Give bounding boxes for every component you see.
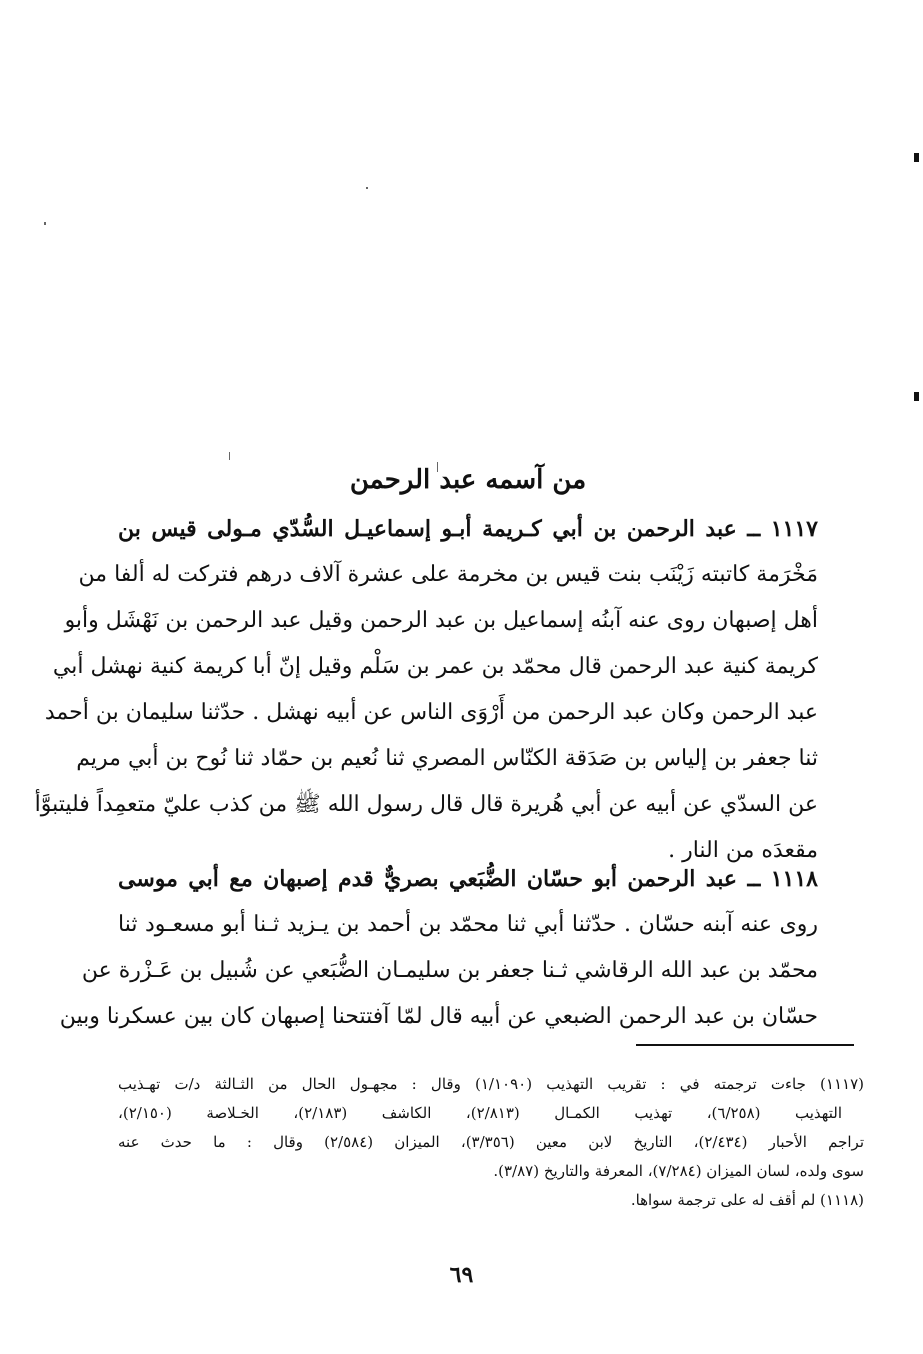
scan-mark	[914, 153, 919, 162]
page-number: ٦٩	[449, 1262, 474, 1288]
footnote-1117-line-3: تراجم الأحبار (٢/٤٣٤)، التاريخ لابن معين (٣/٣٥٦)، الميزان (٢/٥٨٤) وقال : ما حدث عنه	[118, 1133, 864, 1151]
entry-1117-line-6: ثنا جعفر بن إلياس بن صَدَقة الكنّاس المصري ثنا نُعيم بن حمّاد ثنا نُوح بن أبي مريم	[76, 746, 818, 771]
scan-mark	[914, 392, 919, 401]
entry-1118	[59, 856, 818, 1040]
entry-1117-line-2: مَخْرَمة كاتبته زَيْنَب بنت قيس بن مخرمة على عشرة آلاف درهم فتركت له ألفا من	[78, 562, 818, 587]
footnote-1117-line-2: التهذيب (٦/٢٥٨)، تهذيب الكمـال (٢/٨١٣)، الكاشف (٢/١٨٣)، الخـلاصة (٢/١٥٠)،	[118, 1104, 842, 1122]
scan-speck	[44, 222, 46, 225]
entry-1117	[34, 506, 818, 874]
entry-1118-line-2: روى عنه آبنه حسّان . حدّثنا أبي ثنا محمّد بن أحمد بن يـزيد ثـنا أبو مسعـود ثنا	[118, 912, 818, 937]
entry-1117-line-7: عن السدّي عن أبيه عن أبي هُريرة قال قال رسول الله ﷺ من كذب عليّ متعمِداً فليتبوَّأ	[34, 792, 818, 817]
entry-1117-line-1: ١١١٧ ــ عبد الرحمن بن أبي كـريمة أبـو إسماعيـل السُّدّي مـولى قيس بن	[118, 516, 818, 542]
entry-1117-line-5: عبد الرحمن وكان عبد الرحمن من أَرْوَى الناس عن أبيه نهشل . حدّثنا سليمان بن أحمد	[44, 700, 818, 725]
footnote-1118: (١١١٨) لم أقف له على ترجمة سواها.	[630, 1191, 864, 1209]
footnote-1117-line-4: سوى ولده، لسان الميزان (٧/٢٨٤)، المعرفة والتاريخ (٣/٨٧).	[493, 1162, 864, 1180]
entry-1117-line-8: مقعدَه من النار .	[668, 838, 818, 863]
scan-speck	[366, 187, 368, 189]
entry-1118-line-4: حسّان بن عبد الرحمن الضبعي عن أبيه قال لمّا آفتتحنا إصبهان كان بين عسكرنا وبين	[59, 1004, 818, 1029]
entry-1117-line-3: أهل إصبهان روى عنه آبنُه إسماعيل بن عبد الرحمن وقيل عبد الرحمن بن نَهْشَل وأبو	[64, 608, 818, 633]
footnote-separator	[636, 1044, 854, 1046]
entry-1118-line-1: ١١١٨ ــ عبد الرحمن أبو حسّان الضُّبَعي بصريٌّ قدم إصبهان مع أبي موسى	[118, 866, 818, 892]
entry-1118-line-3: محمّد بن عبد الله الرقاشي ثـنا جعفر بن سليمـان الضُّبَعي عن شُبيل بن عَـزْرة عن	[81, 958, 818, 983]
footnote-1117-line-1: (١١١٧) جاءت ترجمته في : تقريب التهذيب (١/١٠٩٠) وقال : مجهـول الحال من الثـالثة د/ت تهـذيب	[118, 1075, 865, 1093]
footnotes	[118, 1070, 864, 1215]
section-heading: من آسمه عبد الرحمن	[349, 465, 587, 495]
entry-1117-line-4: كريمة كنية عبد الرحمن قال محمّد بن عمر بن سَلْم وقيل إنّ أبا كريمة كنية نهشل أبي	[52, 654, 818, 679]
